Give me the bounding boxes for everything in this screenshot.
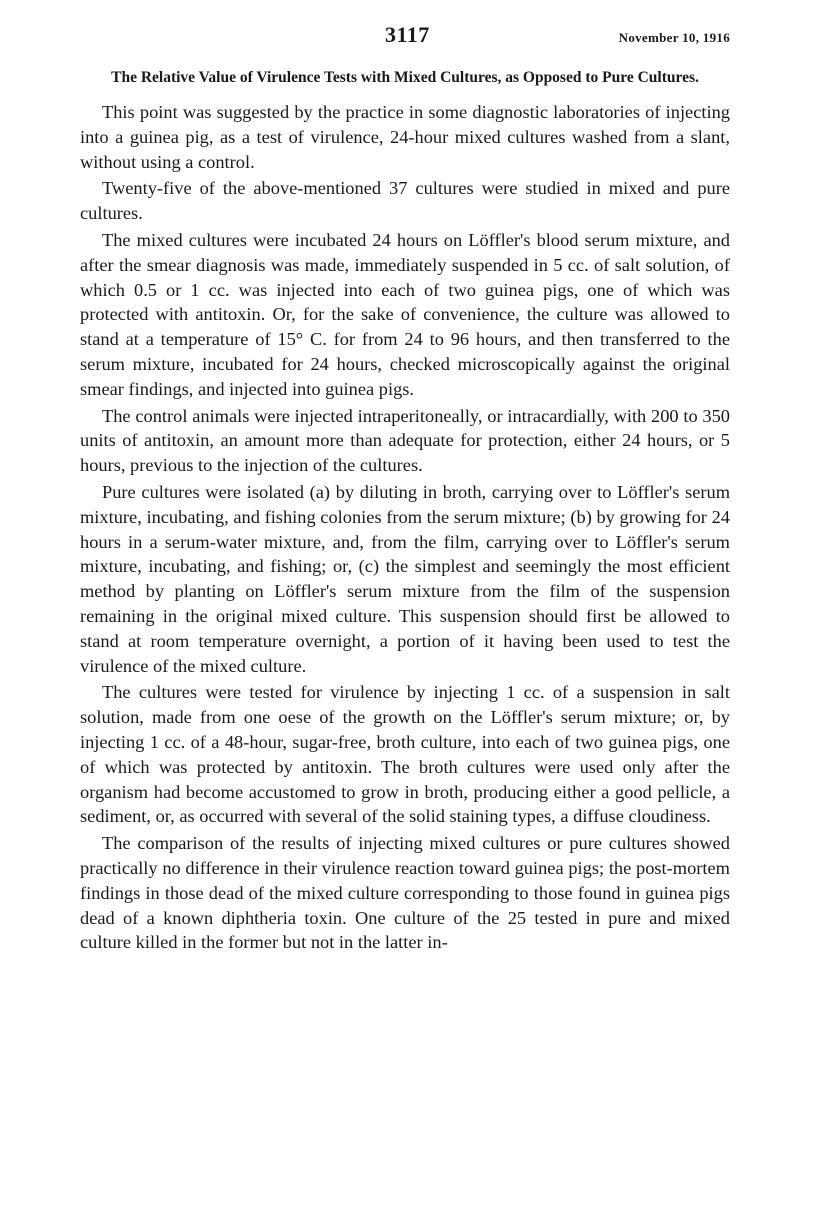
- paragraph: The cultures were tested for virulence by injecting 1 cc. of a suspension in salt solution, made from one oese of the growth on the Löffler's serum mixture; or, by injecting 1 cc. of a 48-hour, sugar-free, broth culture, into each of two guinea pigs, one of which was protected by antitoxin. The broth cultures were used only after the organism had become accustomed to grow in broth, producing either a good pellicle, a sediment, or, as occurred with several of the solid staining types, a diffuse cloudiness.: [80, 682, 730, 827]
- paragraph: Pure cultures were isolated (a) by diluting in broth, carrying over to Löffler's serum mixture, incubating, and fishing colonies from the serum mixture; (b) by growing for 24 hours in a serum-water mixture, and, from the film, carrying over to Löffler's serum mixture, incubating, and fishing; or, (c) the simplest and seemingly the most efficient method by planting on Löffler's serum mixture from the film of the suspension remaining in the original mixed culture. This suspension should first be allowed to stand at room temperature overnight, a portion of it having been used to test the virulence of the mixed culture.: [80, 481, 730, 676]
- paragraph: This point was suggested by the practice in some diagnostic laboratories of injecting into a guinea pig, as a test of virulence, 24-hour mixed cultures washed from a slant, without using a control.: [80, 102, 730, 172]
- paragraph: The control animals were injected intraperitoneally, or intracardially, with 200 to 350 units of antitoxin, an amount more than adequate for protection, either 24 hours, or 5 hours, previous to the injection of the cultures.: [80, 405, 730, 476]
- paragraph: The comparison of the results of injecting mixed cultures or pure cultures showed practically no difference in their virulence reaction toward guinea pigs; the post-mortem findings in those dead of the mixed culture corresponding to those found in guinea pigs dead of a known diphtheria toxin. One culture of the 25 tested in pure and mixed culture killed in the former but not in the latter in-: [80, 833, 730, 953]
- document-page: [80, 22, 730, 957]
- page-number: 3117: [385, 22, 430, 47]
- issue-date: November 10, 1916: [618, 30, 730, 45]
- section-title: The Relative Value of Virulence Tests with Mixed Cultures, as Opposed to Pure Cultures.: [111, 69, 699, 86]
- page-header: [80, 22, 730, 52]
- paragraph: Twenty-five of the above-mentioned 37 cultures were studied in mixed and pure cultures.: [80, 178, 730, 224]
- paragraph: The mixed cultures were incubated 24 hours on Löffler's blood serum mixture, and after the smear diagnosis was made, immediately suspended in 5 cc. of salt solution, of which 0.5 or 1 cc. was injected into each of two guinea pigs, one of which was protected with antitoxin. Or, for the sake of convenience, the culture was allowed to stand at a temperature of 15° C. for from 24 to 96 hours, and then transferred to the serum mixture, incubated for 24 hours, checked microscopically against the original smear findings, and injected into guinea pigs.: [80, 229, 730, 399]
